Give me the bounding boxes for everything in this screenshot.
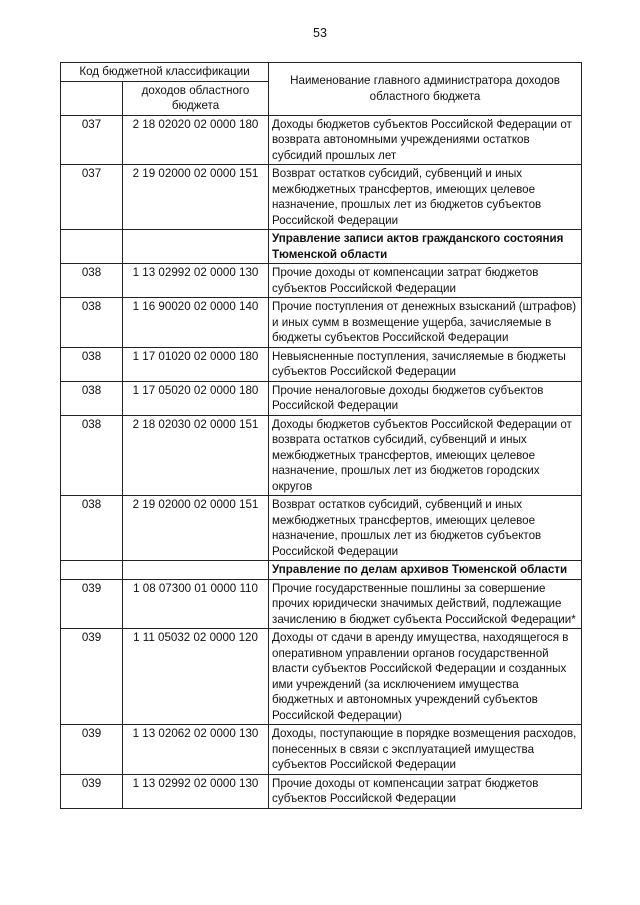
table-row — [61, 725, 582, 775]
revenue-code-cell: 2 18 02030 02 0000 151 — [123, 415, 269, 496]
table-row — [61, 298, 582, 348]
admin-code-cell: 038 — [61, 381, 123, 415]
page-number: 53 — [313, 26, 327, 40]
table-row — [61, 579, 582, 629]
admin-code-cell: 038 — [61, 347, 123, 381]
table-row — [61, 415, 582, 496]
admin-code-cell: 037 — [61, 115, 123, 165]
administrator-name-cell: Возврат остатков субсидий, субвенций и иных межбюджетных трансфертов, имеющих целевое назначение, прошлых лет из бюджетов субъектов Российской Федерации — [269, 165, 582, 230]
admin-code-cell: 038 — [61, 415, 123, 496]
section-title: Управление по делам архивов Тюменской области — [269, 561, 582, 580]
revenue-code-cell: 1 13 02992 02 0000 130 — [123, 264, 269, 298]
administrator-name-cell: Прочие доходы от компенсации затрат бюджетов субъектов Российской Федерации — [269, 774, 582, 808]
administrator-name-cell: Прочие доходы от компенсации затрат бюджетов субъектов Российской Федерации — [269, 264, 582, 298]
table-row — [61, 381, 582, 415]
revenue-code-cell: 1 13 02992 02 0000 130 — [123, 774, 269, 808]
administrator-name-cell: Доходы, поступающие в порядке возмещения расходов, понесенных в связи с эксплуатацией имущества субъектов Российской Федерации — [269, 725, 582, 775]
admin-code-cell: 039 — [61, 774, 123, 808]
admin-code-cell: 039 — [61, 725, 123, 775]
admin-code-cell: 038 — [61, 496, 123, 561]
section-row — [61, 230, 582, 264]
empty-cell — [123, 561, 269, 580]
table-row — [61, 347, 582, 381]
administrator-name-cell: Доходы бюджетов субъектов Российской Федерации от возврата автономными учреждениями остатков субсидий прошлых лет — [269, 115, 582, 165]
admin-code-cell: 038 — [61, 264, 123, 298]
revenue-code-cell: 1 11 05032 02 0000 120 — [123, 629, 269, 725]
table-body — [61, 115, 582, 808]
revenue-code-cell: 2 19 02000 02 0000 151 — [123, 496, 269, 561]
revenue-code-cell: 1 17 01020 02 0000 180 — [123, 347, 269, 381]
admin-code-cell: 038 — [61, 298, 123, 348]
empty-cell — [61, 561, 123, 580]
budget-classification-table — [60, 62, 582, 809]
header-admin-code — [61, 81, 123, 115]
section-title: Управление записи актов гражданского состояния Тюменской области — [269, 230, 582, 264]
revenue-code-cell: 1 17 05020 02 0000 180 — [123, 381, 269, 415]
table-row — [61, 774, 582, 808]
revenue-code-cell: 1 13 02062 02 0000 130 — [123, 725, 269, 775]
revenue-code-cell: 1 08 07300 01 0000 110 — [123, 579, 269, 629]
revenue-code-cell: 2 19 02000 02 0000 151 — [123, 165, 269, 230]
administrator-name-cell: Прочие государственные пошлины за совершение прочих юридически значимых действий, подлежащие зачислению в бюджет субъекта Российской Федерации* — [269, 579, 582, 629]
administrator-name-cell: Доходы бюджетов субъектов Российской Федерации от возврата остатков субсидий, субвенций и иных межбюджетных трансфертов, имеющих целевое назначение, прошлых лет из бюджетов городских округов — [269, 415, 582, 496]
table-row — [61, 115, 582, 165]
table-row — [61, 165, 582, 230]
table-row — [61, 496, 582, 561]
administrator-name-cell: Доходы от сдачи в аренду имущества, находящегося в оперативном управлении органов государственной власти субъектов Российской Федерации и созданных ими учреждений (за исключением имущества бюджетных и автономных учреждений субъектов Российской Федерации) — [269, 629, 582, 725]
administrator-name-cell: Невыясненные поступления, зачисляемые в бюджеты субъектов Российской Федерации — [269, 347, 582, 381]
admin-code-cell: 037 — [61, 165, 123, 230]
admin-code-cell: 039 — [61, 579, 123, 629]
revenue-code-cell: 1 16 90020 02 0000 140 — [123, 298, 269, 348]
revenue-code-cell: 2 18 02020 02 0000 180 — [123, 115, 269, 165]
administrator-name-cell: Возврат остатков субсидий, субвенций и иных межбюджетных трансфертов, имеющих целевое назначение, прошлых лет из бюджетов субъектов Российской Федерации — [269, 496, 582, 561]
table-header-row — [61, 63, 582, 82]
header-budget-classification-code: Код бюджетной классификации — [61, 63, 269, 82]
section-row — [61, 561, 582, 580]
admin-code-cell: 039 — [61, 629, 123, 725]
table-row — [61, 264, 582, 298]
header-administrator-name: Наименование главного администратора доходов областного бюджета — [269, 63, 582, 116]
header-revenue-code: доходов областного бюджета — [123, 81, 269, 115]
empty-cell — [123, 230, 269, 264]
administrator-name-cell: Прочие поступления от денежных взысканий (штрафов) и иных сумм в возмещение ущерба, зачисляемые в бюджеты субъектов Российской Федерации — [269, 298, 582, 348]
table-row — [61, 629, 582, 725]
empty-cell — [61, 230, 123, 264]
administrator-name-cell: Прочие неналоговые доходы бюджетов субъектов Российской Федерации — [269, 381, 582, 415]
